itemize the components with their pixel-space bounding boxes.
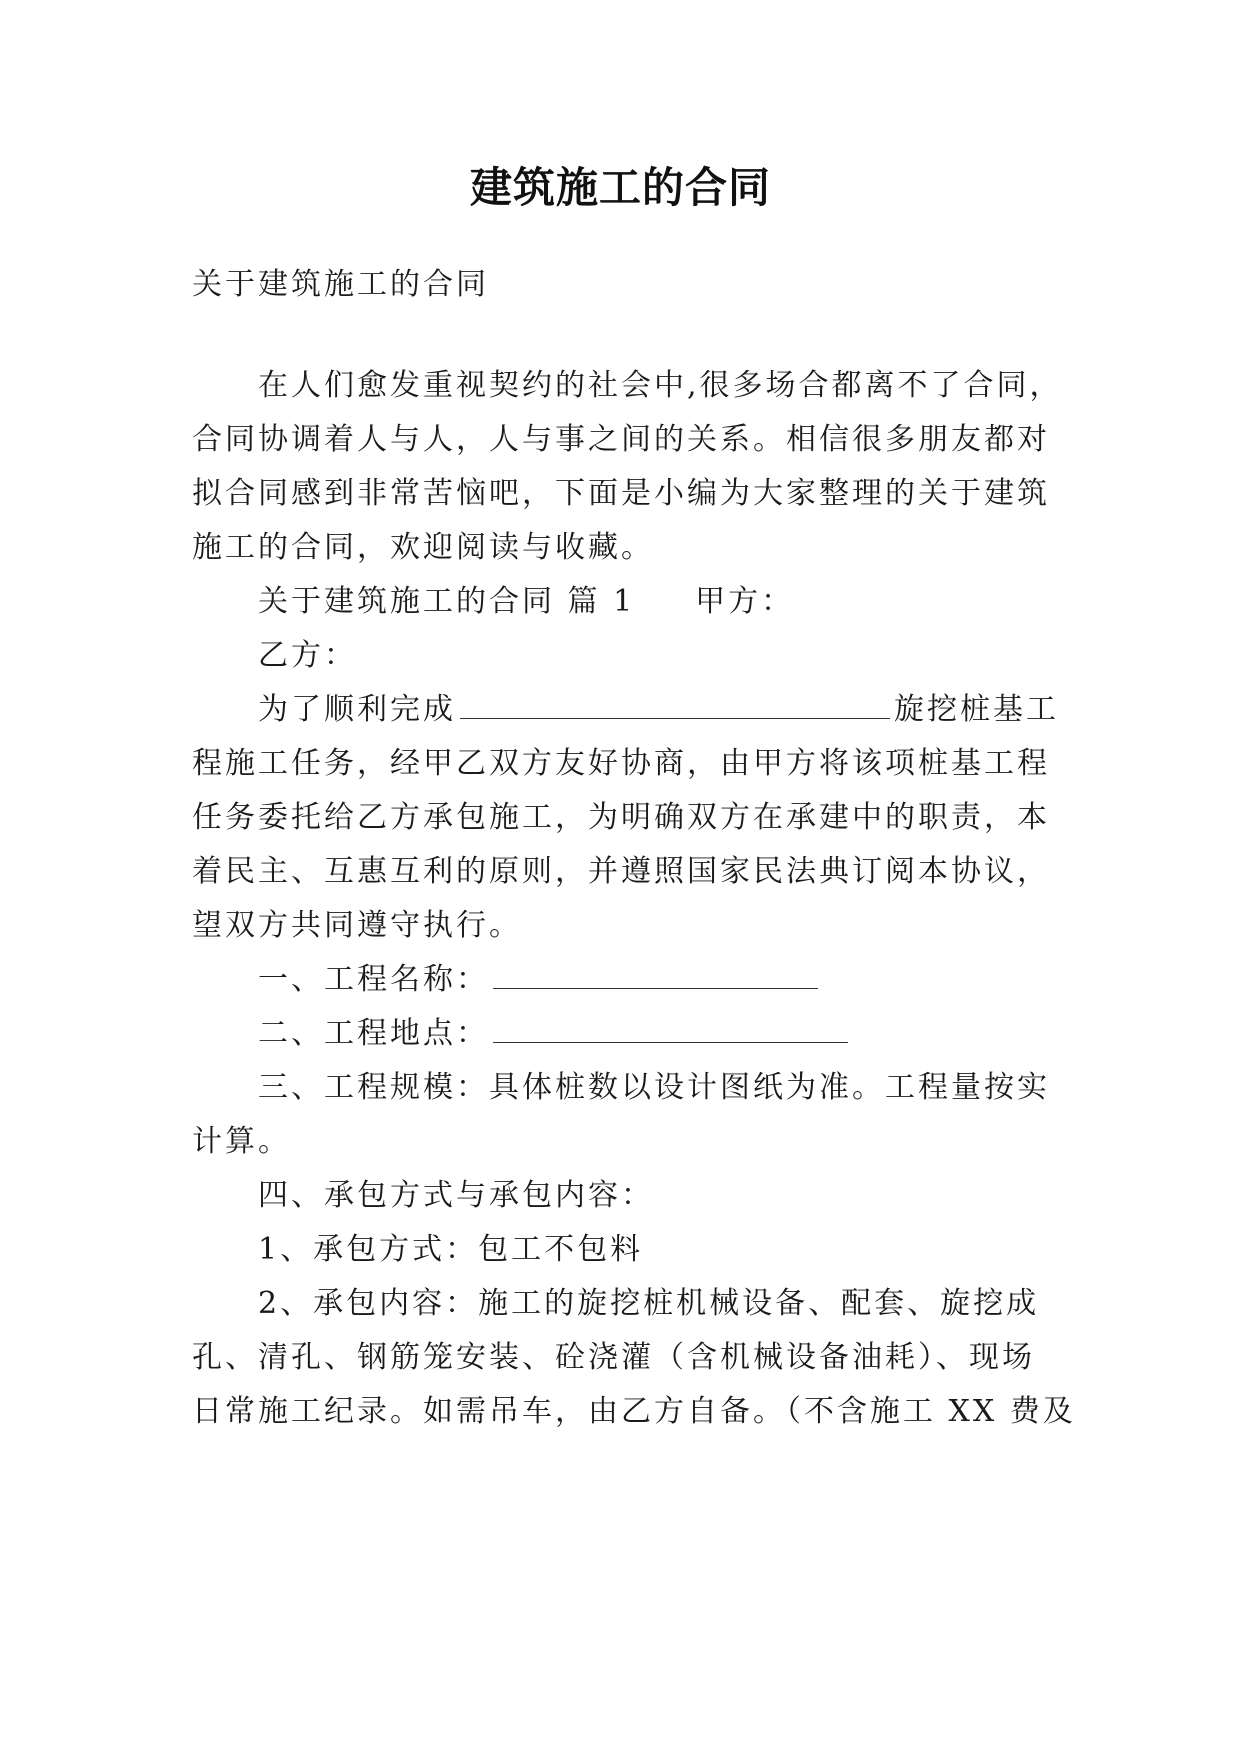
item-1-label: 一、工程名称： <box>258 962 489 997</box>
intro-line-1: 在人们愈发重视契约的社会中,很多场合都离不了合同， <box>258 368 1063 403</box>
project-name-blank-line[interactable] <box>493 962 818 989</box>
party-a-label: 甲方： <box>695 584 795 619</box>
item-4-2-line-2: 孔、清孔、钢筋笼安装、砼浇灌（含机械设备油耗）、现场 <box>192 1340 1035 1375</box>
purpose-prefix: 为了顺利完成 <box>258 692 456 727</box>
intro-line-2: 合同协调着人与人，人与事之间的关系。相信很多朋友都对 <box>192 422 1050 457</box>
item-2-label: 二、工程地点： <box>258 1016 489 1051</box>
item-3-line-1: 三、工程规模：具体桩数以设计图纸为准。工程量按实 <box>258 1070 1050 1105</box>
party-b-label: 乙方： <box>258 638 357 673</box>
item-4-1: 1、承包方式：包工不包料 <box>258 1232 644 1267</box>
project-location-blank-line[interactable] <box>493 1016 848 1043</box>
item-3-line-2: 计算。 <box>192 1124 291 1159</box>
section-heading: 关于建筑施工的合同 篇 1 <box>258 584 636 619</box>
item-2-row <box>258 1014 1138 1054</box>
item-4-2-line-3: 日常施工纪录。如需吊车，由乙方自备。（不含施工 XX 费及 <box>192 1394 1076 1429</box>
purpose-line-4: 着民主、互惠互利的原则，并遵照国家民法典订阅本协议， <box>192 854 1050 889</box>
purpose-line-5: 望双方共同遵守执行。 <box>192 908 522 943</box>
purpose-line-3: 任务委托给乙方承包施工，为明确双方在承建中的职责，本 <box>192 800 1050 835</box>
item-4-2-line-1: 2、承包内容：施工的旋挖桩机械设备、配套、旋挖成 <box>258 1286 1040 1321</box>
purpose-suffix: 旋挖桩基工 <box>894 692 1059 727</box>
document-title: 建筑施工的合同 <box>469 163 771 212</box>
intro-line-4: 施工的合同，欢迎阅读与收藏。 <box>192 530 654 565</box>
section-heading-row <box>258 582 1138 622</box>
project-blank-line[interactable] <box>460 692 890 719</box>
purpose-line-2: 程施工任务，经甲乙双方友好协商，由甲方将该项桩基工程 <box>192 746 1050 781</box>
intro-line-3: 拟合同感到非常苦恼吧，下面是小编为大家整理的关于建筑 <box>192 476 1050 511</box>
document-subtitle: 关于建筑施工的合同 <box>192 267 489 302</box>
purpose-first-line <box>258 690 1138 730</box>
item-1-row <box>258 960 1138 1000</box>
item-4-label: 四、承包方式与承包内容： <box>258 1178 654 1213</box>
